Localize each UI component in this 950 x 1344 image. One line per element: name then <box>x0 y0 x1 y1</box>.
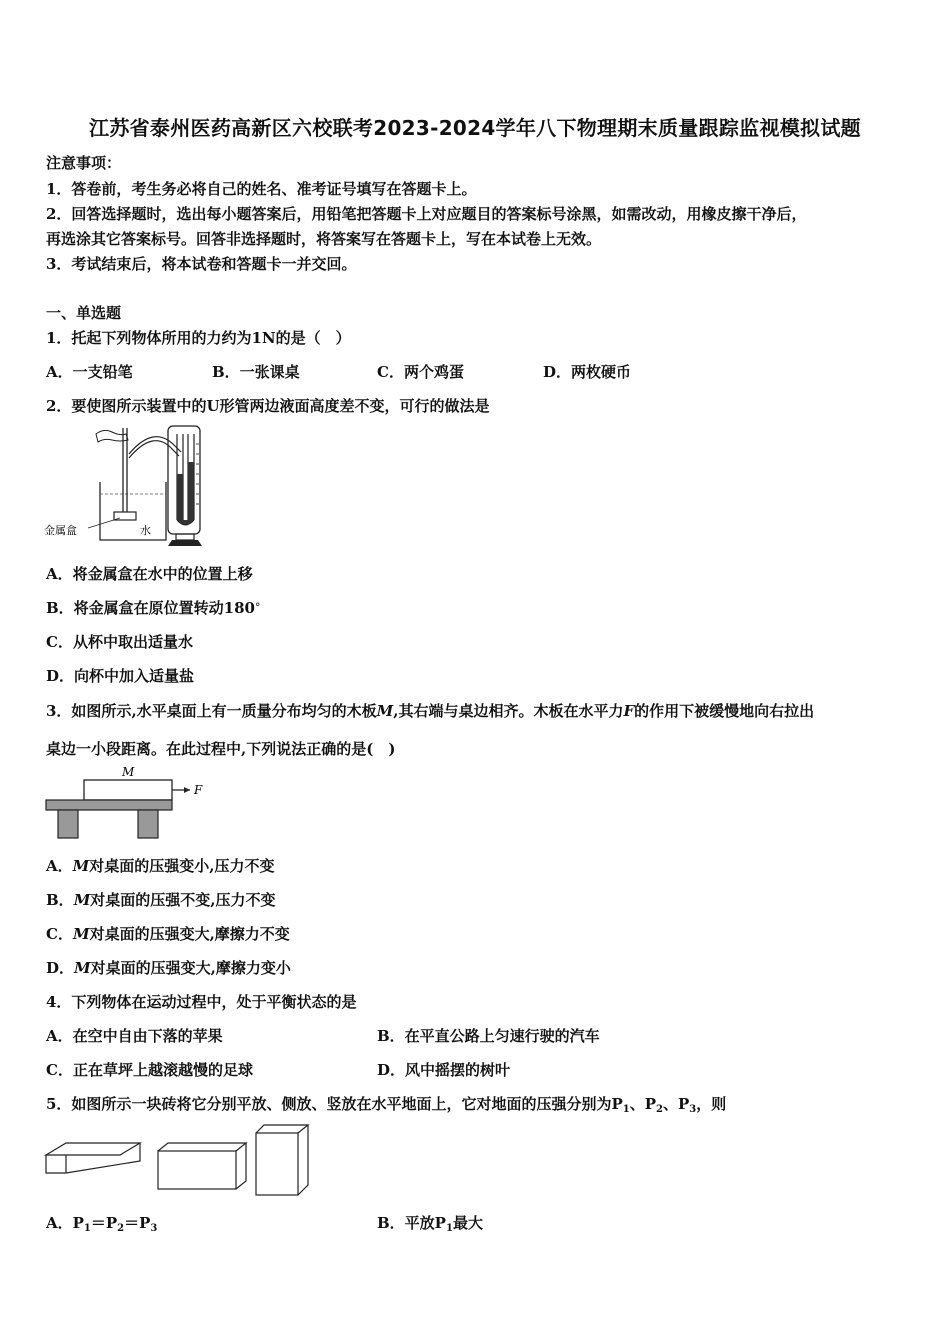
figure-label-water: 水 <box>140 524 151 537</box>
figure-label-metal-box: 金属盒 <box>44 524 77 537</box>
notice-item: 1．答卷前，考生务必将自己的姓名、准考证号填写在答题卡上。 <box>46 180 477 198</box>
q2-option-a[interactable]: A．将金属盒在水中的位置上移 <box>46 565 253 583</box>
section-heading: 一、单选题 <box>46 304 122 322</box>
q1-option-b[interactable]: B．一张课桌 <box>212 363 300 381</box>
notice-item: 3．考试结束后，将本试卷和答题卡一并交回。 <box>46 255 357 273</box>
question-1-stem: 1．托起下列物体所用的力约为1N的是（ ） <box>46 329 351 347</box>
figure-label-force: F <box>194 783 203 797</box>
question-4-stem: 4．下列物体在运动过程中，处于平衡状态的是 <box>46 993 357 1011</box>
notice-heading: 注意事项： <box>46 154 122 172</box>
q3-option-b[interactable]: B．M对桌面的压强不变,压力不变 <box>46 891 276 909</box>
q5-option-a[interactable]: A．$P_1=P_2=P_3$ <box>46 1214 158 1234</box>
q1-option-a[interactable]: A．一支铅笔 <box>46 363 133 381</box>
q4-option-a[interactable]: A．在空中自由下落的苹果 <box>46 1027 223 1045</box>
q2-option-b[interactable]: B．将金属盒在原位置转动180° <box>46 599 261 617</box>
q1-option-d[interactable]: D．两枚硬币 <box>543 363 632 381</box>
q3-option-c[interactable]: C．M对桌面的压强变大,摩擦力不变 <box>46 925 290 943</box>
q2-option-d[interactable]: D．向杯中加入适量盐 <box>46 667 195 685</box>
q4-option-b[interactable]: B．在平直公路上匀速行驶的汽车 <box>377 1027 600 1045</box>
question-5-stem: 5．如图所示一块砖将它分别平放、侧放、竖放在水平地面上，它对地面的压强分别为$P_1$、$P_2$、$P_3$，则 <box>46 1095 727 1115</box>
figure-label-board: M <box>122 765 135 779</box>
page-title: 江苏省泰州医药高新区六校联考2023-2024学年八下物理期末质量跟踪监视模拟试题 <box>89 116 861 140</box>
q3-option-d[interactable]: D．M对桌面的压强变大,摩擦力变小 <box>46 959 291 977</box>
board-on-table-figure <box>44 764 214 842</box>
question-3-stem: 3．如图所示,水平桌面上有一质量分布均匀的木板M,其右端与桌边相齐。木板在水平力F的作用下被缓慢地向右拉出 <box>46 702 815 720</box>
notice-item: 再选涂其它答案标号。回答非选择题时，将答案写在答题卡上，写在本试卷上无效。 <box>46 230 602 248</box>
question-3-stem-line2: 桌边一小段距离。在此过程中,下列说法正确的是( ) <box>46 740 396 758</box>
q3-option-a[interactable]: A．M对桌面的压强变小,压力不变 <box>46 857 275 875</box>
q1-option-c[interactable]: C．两个鸡蛋 <box>377 363 464 381</box>
q4-option-c[interactable]: C．正在草坪上越滚越慢的足球 <box>46 1061 253 1079</box>
brick-orientations-figure <box>44 1123 314 1197</box>
q2-option-c[interactable]: C．从杯中取出适量水 <box>46 633 193 651</box>
notice-item: 2．回答选择题时，选出每小题答案后，用铅笔把答题卡上对应题目的答案标号涂黑，如需改动，用橡皮擦干净后， <box>46 205 807 223</box>
question-2-stem: 2．要使图所示装置中的U形管两边液面高度差不变，可行的做法是 <box>46 397 490 415</box>
q4-option-d[interactable]: D．风中摇摆的树叶 <box>377 1061 511 1079</box>
q5-option-b[interactable]: B．平放$P_1$最大 <box>377 1214 483 1234</box>
u-tube-pressure-figure <box>44 424 209 550</box>
